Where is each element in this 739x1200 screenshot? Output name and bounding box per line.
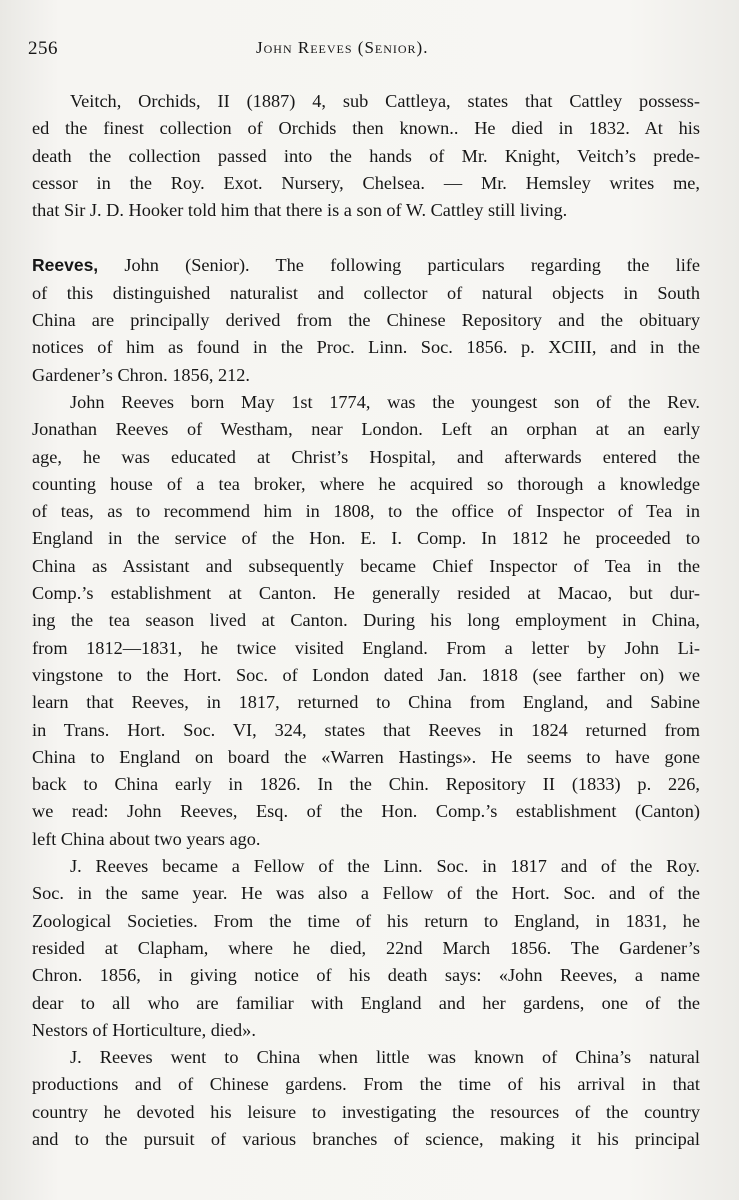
paragraph-fellowships <box>32 853 700 1044</box>
page-number: 256 <box>28 38 58 59</box>
paragraph-cattley-continuation <box>32 88 700 224</box>
text-line: from 1812—1831, he twice visited England. From a letter by John Li- <box>32 637 700 658</box>
text-line: England in the service of the Hon. E. I. Comp. In 1812 he proceeded to <box>32 528 700 549</box>
text-line: vingstone to the Hort. Soc. of London dated Jan. 1818 (see farther on) we <box>32 664 700 685</box>
text-line: Chron. 1856, in giving notice of his death says: «John Reeves, a name <box>32 965 700 986</box>
text-line: of this distinguished naturalist and collector of natural objects in South <box>32 282 700 303</box>
text-line: Nestors of Horticulture, died». <box>32 1019 256 1040</box>
paragraph-china-work <box>32 1044 700 1153</box>
paragraph-reeves-entry <box>32 252 700 388</box>
text-line: notices of him as found in the Proc. Linn. Soc. 1856. p. XCIII, and in the <box>32 337 700 358</box>
text-line: counting house of a tea broker, where he acquired so thorough a knowledge <box>32 473 700 494</box>
entry-first-line: John (Senior). The following particulars regarding the life <box>98 255 700 276</box>
text-line: China as Assistant and subsequently became Chief Inspector of Tea in the <box>32 555 700 576</box>
text-line: dear to all who are familiar with England and her gardens, one of the <box>32 992 700 1013</box>
text-line: back to China early in 1826. In the Chin. Repository II (1833) p. 226, <box>32 774 700 795</box>
text-line: of teas, as to recommend him in 1808, to the office of Inspector of Tea in <box>32 501 700 522</box>
text-line: J. Reeves became a Fellow of the Linn. Soc. in 1817 and of the Roy. <box>70 856 700 877</box>
text-line: resided at Clapham, where he died, 22nd March 1856. The Gardener’s <box>32 937 700 958</box>
paragraph-biography <box>32 389 700 853</box>
text-line: Veitch, Orchids, II (1887) 4, sub Cattleya, states that Cattley possess- <box>70 91 700 111</box>
text-line: left China about two years ago. <box>32 828 261 849</box>
text-line: Soc. in the same year. He was also a Fellow of the Hort. Soc. and of the <box>32 883 700 904</box>
text-line: cessor in the Roy. Exot. Nursery, Chelsea. — Mr. Hemsley writes me, <box>32 172 700 193</box>
text-line: ing the tea season lived at Canton. During his long employment in China, <box>32 610 700 631</box>
text-line: China to England on board the «Warren Hastings». He seems to have gone <box>32 746 700 767</box>
text-line: productions and of Chinese gardens. From the time of his arrival in that <box>32 1074 700 1095</box>
text-line: Zoological Societies. From the time of his return to England, in 1831, he <box>32 910 700 931</box>
page-header <box>28 38 699 62</box>
text-line: Gardener’s Chron. 1856, 212. <box>32 364 250 385</box>
section-gap <box>32 224 700 252</box>
text-line: Jonathan Reeves of Westham, near London. Left an orphan at an early <box>32 419 700 440</box>
text-line: in Trans. Hort. Soc. VI, 324, states that Reeves in 1824 returned from <box>32 719 700 740</box>
text-line: and to the pursuit of various branches of science, making it his principal <box>32 1128 700 1149</box>
text-line: ed the finest collection of Orchids then known.. He died in 1832. At his <box>32 118 700 139</box>
body-text <box>32 88 700 1153</box>
text-line: learn that Reeves, in 1817, returned to China from England, and Sabine <box>32 692 700 713</box>
running-head: John Reeves (Senior). <box>256 38 429 57</box>
text-line: death the collection passed into the hands of Mr. Knight, Veitch’s prede- <box>32 145 700 166</box>
text-line: J. Reeves went to China when little was known of China’s natural <box>70 1047 700 1068</box>
text-line: country he devoted his leisure to investigating the resources of the country <box>32 1101 700 1122</box>
text-line: age, he was educated at Christ’s Hospital, and afterwards entered the <box>32 446 700 467</box>
entry-name: Reeves, <box>32 255 99 276</box>
text-line: that Sir J. D. Hooker told him that there is a son of W. Cattley still living. <box>32 200 568 221</box>
text-line: we read: John Reeves, Esq. of the Hon. Comp.’s establishment (Canton) <box>32 801 700 822</box>
text-line: John Reeves born May 1st 1774, was the youngest son of the Rev. <box>70 391 700 412</box>
text-line: China are principally derived from the Chinese Repository and the obituary <box>32 310 700 331</box>
text-line: Comp.’s establishment at Canton. He generally resided at Macao, but dur- <box>32 583 700 604</box>
